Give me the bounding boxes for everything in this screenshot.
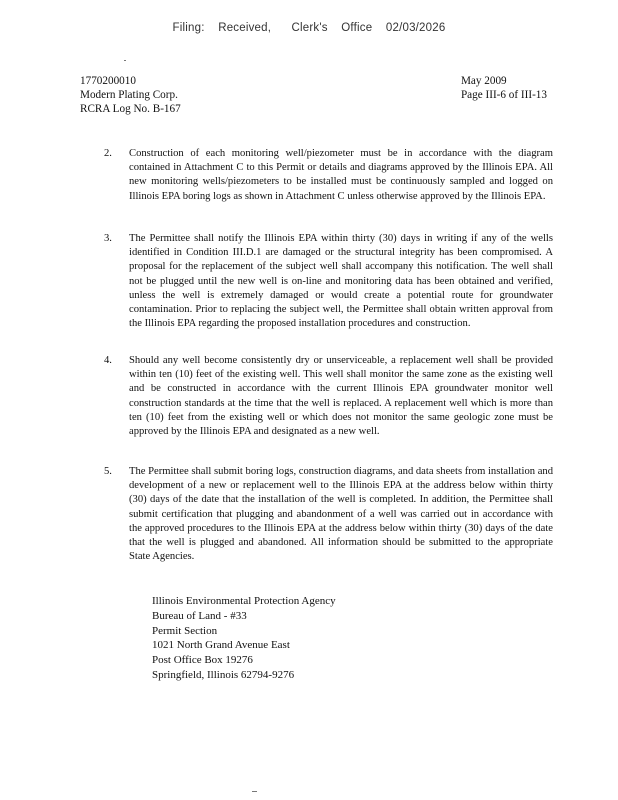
address-line: Springfield, Illinois 62794-9276 <box>152 668 295 681</box>
item-number: 5. <box>104 466 112 477</box>
mailing-address <box>152 594 336 683</box>
header-left <box>80 74 181 116</box>
item-number: 3. <box>104 233 112 244</box>
log-number: RCRA Log No. B-167 <box>80 103 181 115</box>
address-line: Permit Section <box>152 624 218 637</box>
item-text: Should any well become consistently dry or unserviceable, a replacement well shall be provided within ten (10) feet of the existing well. This well shall monitor the same zone as the existing well and be constructed in accordance with the current Illinois EPA groundwater monitor well construction standards at the time that the well is replaced. A replacement well which is more than ten (10) feet from the existing well or which does not monitor the same geologic zone must be approved by the Illinois EPA and designated as a new well. <box>129 355 553 438</box>
address-line: Post Office Box 19276 <box>152 654 253 667</box>
item-number: 2. <box>104 148 112 159</box>
item-text: Construction of each monitoring well/piezometer must be in accordance with the diagram contained in Attachment C to this Permit or details and diagrams approved by the Illinois EPA. All new monitoring wells/piezometers to be installed must be continuously sampled and logged on Illinois EPA boring logs as shown in Attachment C unless otherwise approved by the Illinois EPA. <box>129 148 553 202</box>
item-text: The Permittee shall notify the Illinois EPA within thirty (30) days in writing if any of the wells identified in Condition III.D.1 are damaged or the structural integrity has been compromised. A proposal for the replacement of the subject well shall accompany this notification. The well shall not be plugged until the new well is on-line and monitoring data has been obtained and verified, unless the well is extremely damaged or would create a potential route for groundwater contamination. Prior to replacing the subject well, the Permittee shall obtain written approval from the Illinois EPA regarding the proposed installation procedures and construction. <box>129 233 553 330</box>
item-number: 4. <box>104 355 112 366</box>
filing-stamp: Filing: Received, Clerk's Office 02/03/2026 <box>172 22 446 34</box>
facility-id: 1770200010 <box>80 75 136 87</box>
item-text: The Permittee shall submit boring logs, construction diagrams, and data sheets from installation and development of a new or replacement well to the Illinois EPA at the address below within thirty (30) days of the date that the installation of the well is completed. In addition, the Permittee shall submit certification that plugging and abandonment of a well was carried out in accordance with the approved procedures to the Illinois EPA at the address below within thirty (30) days of the date that the well is plugged and abandoned. All information should be submitted to the appropriate State Agencies. <box>129 466 553 563</box>
scan-speck <box>124 60 126 61</box>
facility-name: Modern Plating Corp. <box>80 89 178 101</box>
address-line: Illinois Environmental Protection Agency <box>152 595 336 607</box>
address-line: Bureau of Land - #33 <box>152 609 247 622</box>
document-date: May 2009 <box>460 75 507 87</box>
header-right <box>461 74 547 102</box>
address-line: 1021 North Grand Avenue East <box>152 639 290 652</box>
page-number: Page III-6 of III-13 <box>460 89 547 101</box>
scan-speck <box>252 791 257 792</box>
